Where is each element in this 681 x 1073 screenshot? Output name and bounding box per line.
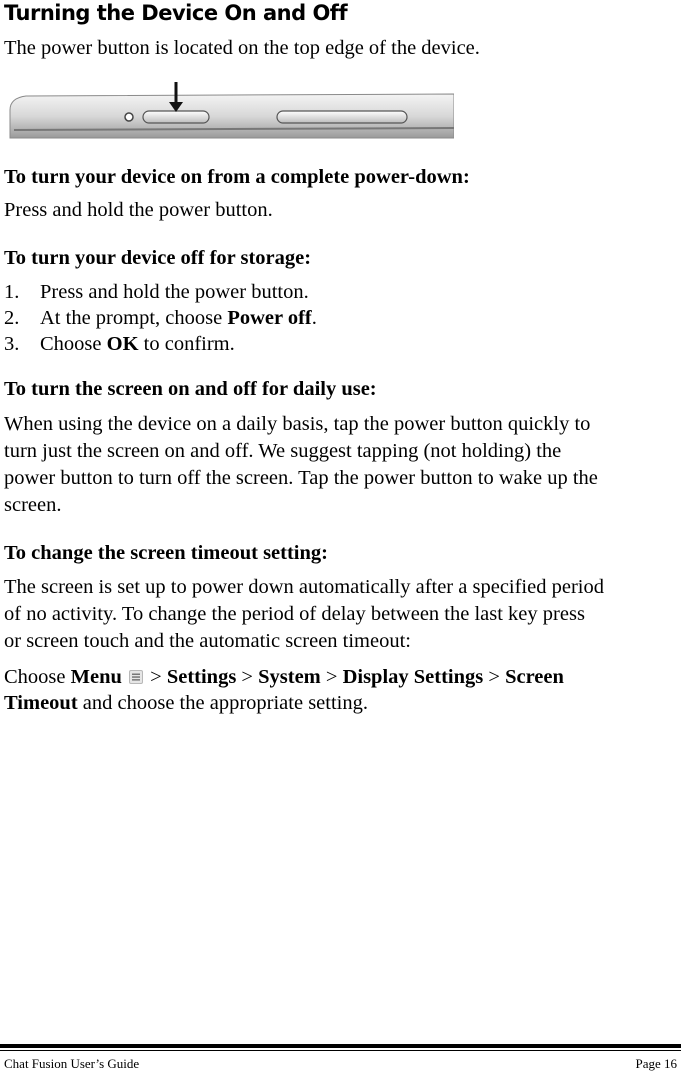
menu-icon	[129, 670, 143, 684]
timeout-title: To change the screen timeout setting:	[4, 542, 328, 564]
power-on-title: To turn your device on from a complete power-down:	[4, 166, 470, 188]
page-heading: Turning the Device On and Off	[4, 1, 348, 25]
settings-path: Choose Menu > Settings > System > Display Settings > Screen Timeout and choose the appropriate setting.	[4, 666, 564, 714]
power-button-icon	[143, 111, 209, 123]
footer-page-number: Page 16	[635, 1056, 677, 1071]
power-off-term: Power off	[227, 307, 312, 329]
list-item: 1. Press and hold the power button.	[4, 281, 309, 303]
list-item: 3. Choose OK to confirm.	[4, 333, 235, 355]
footer-rule	[0, 1050, 681, 1051]
ok-term: OK	[106, 333, 139, 355]
mic-hole-icon	[125, 113, 133, 121]
power-off-title: To turn your device off for storage:	[4, 247, 312, 269]
timeout-line: of no activity. To change the period of delay between the last key press	[4, 603, 585, 625]
volume-button-icon	[277, 111, 407, 123]
daily-line: power button to turn off the screen. Tap the power button to wake up the	[4, 467, 598, 489]
footer-guide-title: Chat Fusion User’s Guide	[4, 1056, 140, 1071]
daily-line: turn just the screen on and off. We suggest tapping (not holding) the	[4, 440, 562, 462]
power-on-text: Press and hold the power button.	[4, 199, 273, 221]
list-item: 2. At the prompt, choose Power off.	[4, 307, 317, 329]
timeout-line: or screen touch and the automatic screen timeout:	[4, 630, 411, 652]
power-off-steps	[4, 279, 317, 357]
footer-rule	[0, 1044, 681, 1048]
daily-line: screen.	[4, 494, 62, 516]
daily-line: When using the device on a daily basis, tap the power button quickly to	[4, 413, 591, 435]
timeout-line: The screen is set up to power down automatically after a specified period	[4, 576, 604, 598]
daily-title: To turn the screen on and off for daily use:	[4, 378, 377, 400]
device-top-edge-image	[4, 80, 454, 140]
intro-paragraph: The power button is located on the top edge of the device.	[4, 37, 480, 59]
